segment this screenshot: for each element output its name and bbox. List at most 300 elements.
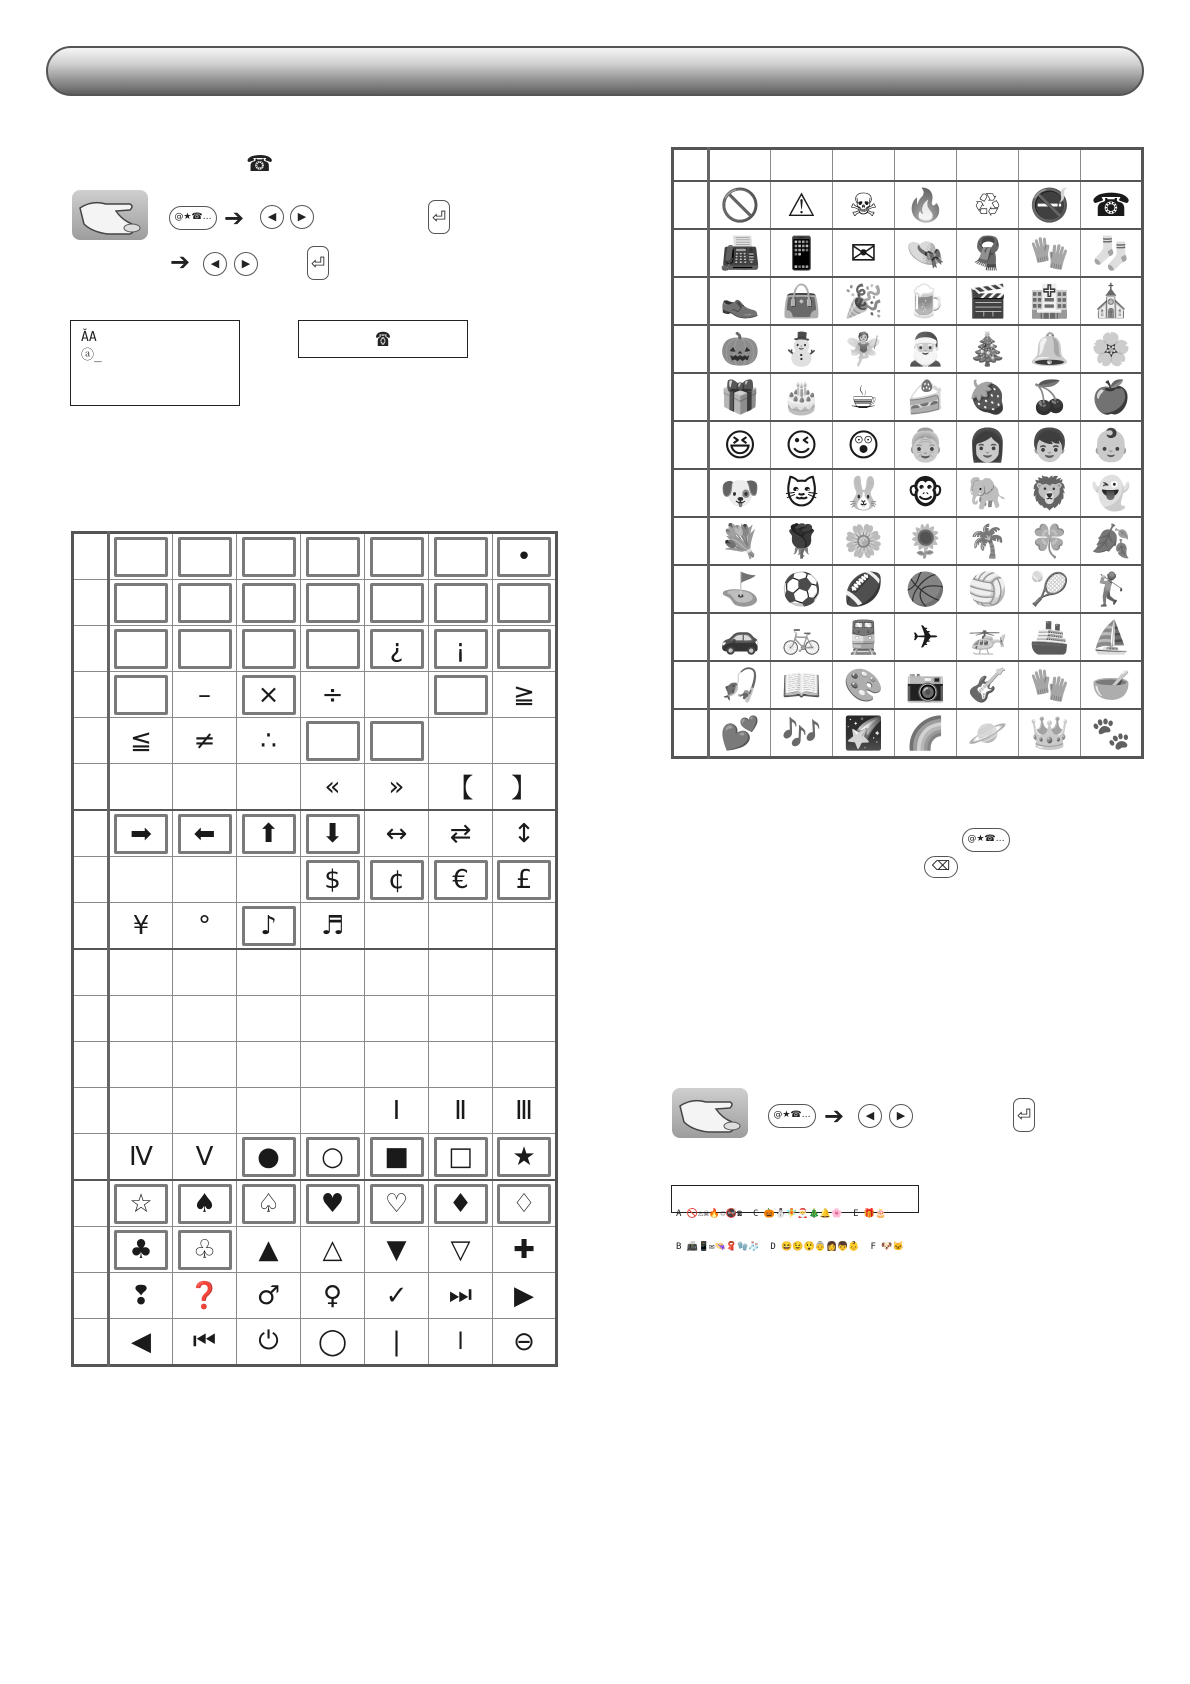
pictograph-icon: 🍒 (1029, 378, 1070, 416)
symbol-cell (365, 903, 429, 950)
pictograph-cell (1019, 421, 1081, 469)
pictograph-cell (895, 565, 957, 613)
pictograph-icon: 🏐 (967, 570, 1008, 608)
column-header (957, 149, 1019, 182)
symbol-cell (365, 1088, 429, 1134)
table-row (673, 517, 1143, 565)
symbol-cell (365, 626, 429, 672)
right-cursor-key[interactable]: ▶ (889, 1104, 913, 1128)
symbol-glyph: × (257, 679, 280, 710)
symbol-cell (237, 857, 301, 903)
symbol-cell (365, 1134, 429, 1181)
symbol-cell (109, 810, 173, 857)
symbol-cell (493, 1134, 557, 1181)
symbol-key[interactable]: @★☎… (768, 1104, 816, 1128)
pictograph-icon: 🚗 (720, 618, 760, 656)
symbol-box (370, 1184, 424, 1224)
row-header (73, 764, 109, 811)
symbol-cell (237, 1227, 301, 1273)
pictograph-icon: 🎶 (781, 714, 822, 752)
pictograph-icon: 🍓 (967, 378, 1008, 416)
table-row (73, 857, 557, 903)
symbol-box (306, 721, 360, 761)
lcd-line-2: ⓐ_ (81, 348, 102, 363)
history-line-2: B 📠📱✉👒🧣🧤🧦 D 😆😉😲👵👩👦👶 F 🐶🐱 (676, 1242, 904, 1252)
row-header (73, 1273, 109, 1319)
symbol-glyph: ♣ (129, 1234, 153, 1265)
table-row (673, 613, 1143, 661)
enter-key[interactable]: ⏎ (1013, 1098, 1035, 1132)
symbol-cell (301, 672, 365, 718)
pictograph-icon: 👶 (1091, 426, 1131, 464)
pictograph-cell (833, 325, 895, 373)
pictograph-cell (957, 661, 1019, 709)
row-header (73, 996, 109, 1042)
symbol-glyph: ▶ (514, 1280, 534, 1311)
pictograph-icon: 🎾 (1029, 570, 1070, 608)
table-row (73, 1180, 557, 1227)
symbol-box (306, 1137, 360, 1177)
symbol-glyph: ♢ (512, 1188, 536, 1219)
symbol-glyph: Ⅲ (515, 1095, 533, 1126)
pictograph-cell (833, 517, 895, 565)
pictograph-icon: 🌹 (781, 522, 822, 560)
symbol-glyph: – (198, 679, 211, 710)
symbol-cell (173, 1227, 237, 1273)
symbol-box (178, 1184, 232, 1224)
symbol-box (434, 860, 488, 900)
symbol-cell (173, 996, 237, 1042)
table-row (673, 325, 1143, 373)
symbol-glyph: Ⅴ (195, 1141, 214, 1172)
symbol-cell (237, 1319, 301, 1366)
symbol-cell (173, 1273, 237, 1319)
symbol-glyph: ♀ (322, 1280, 343, 1311)
symbol-glyph: ♬ (320, 910, 345, 941)
pictograph-icon: 🎸 (967, 666, 1008, 704)
symbol-cell (429, 996, 493, 1042)
arrow-right-icon: ➔ (224, 204, 245, 232)
pictograph-cell (895, 181, 957, 229)
symbol-glyph: ♦ (448, 1188, 473, 1219)
pictograph-cell (1081, 517, 1143, 565)
pictograph-cell (957, 469, 1019, 517)
row-header (673, 325, 709, 373)
pictograph-icon: 🪐 (967, 714, 1008, 752)
right-cursor-key[interactable]: ▶ (290, 205, 314, 229)
pictograph-cell (833, 373, 895, 421)
symbol-glyph: ≦ (130, 725, 152, 756)
table-row (673, 373, 1143, 421)
symbol-box (114, 583, 168, 623)
pictograph-icon: 🐵 (907, 474, 944, 512)
symbol-box (370, 583, 424, 623)
row-header (673, 565, 709, 613)
pictograph-icon: ♲ (973, 186, 1002, 224)
enter-key[interactable]: ⏎ (428, 200, 450, 234)
pictograph-icon: 🏈 (843, 570, 884, 608)
symbol-cell (429, 626, 493, 672)
pictograph-icon: 👩 (967, 426, 1008, 464)
pictograph-cell (957, 181, 1019, 229)
table-row (73, 718, 557, 764)
symbol-glyph: ¿ (389, 633, 404, 664)
symbol-glyph: • (516, 541, 532, 572)
pictograph-cell (1019, 661, 1081, 709)
pictograph-icon: 🧤 (1029, 666, 1070, 704)
pictograph-cell (709, 709, 771, 758)
pictograph-icon: 🐰 (843, 474, 884, 512)
pictograph-cell (1081, 421, 1143, 469)
press-key-hand-icon (72, 190, 148, 240)
symbol-glyph: ★ (512, 1141, 536, 1172)
pictograph-cell (1019, 613, 1081, 661)
row-header (73, 1134, 109, 1181)
pictograph-cell (1019, 709, 1081, 758)
symbol-box (306, 537, 360, 577)
symbol-cell (173, 903, 237, 950)
pictograph-cell (709, 613, 771, 661)
row-header (73, 1319, 109, 1366)
symbol-cell (429, 1227, 493, 1273)
table-row (73, 1319, 557, 1366)
pictograph-cell (895, 421, 957, 469)
symbol-cell (493, 1273, 557, 1319)
column-header (1019, 149, 1081, 182)
table-row (673, 565, 1143, 613)
pictograph-cell (957, 229, 1019, 277)
symbol-glyph: » (388, 771, 405, 802)
symbol-glyph: 【 (447, 774, 474, 804)
symbol-glyph: $ (324, 864, 341, 895)
row-header (673, 613, 709, 661)
pictograph-icon: 🚁 (967, 618, 1008, 656)
pictograph-icon: ✈ (912, 618, 939, 656)
pictograph-icon: 🦁 (1029, 474, 1070, 512)
pictograph-icon: 👦 (1029, 426, 1070, 464)
row-header (673, 373, 709, 421)
symbol-glyph: ⏭ (448, 1280, 473, 1310)
symbol-cell (493, 718, 557, 764)
row-header (73, 580, 109, 626)
pictograph-cell (957, 613, 1019, 661)
pictograph-cell (771, 229, 833, 277)
symbol-box (434, 583, 488, 623)
symbol-cell (493, 626, 557, 672)
symbol-box (242, 583, 296, 623)
symbol-cell (365, 764, 429, 811)
pictograph-icon: 🎂 (781, 378, 822, 416)
row-header (673, 421, 709, 469)
pictograph-icon: ⛄ (781, 330, 822, 368)
table-row (73, 1134, 557, 1181)
symbol-glyph: ⏽ (450, 1326, 471, 1356)
symbol-cell (301, 903, 365, 950)
pictograph-icon: 🍺 (905, 282, 946, 320)
symbol-key[interactable]: @★☎… (962, 828, 1010, 852)
symbol-cell (429, 857, 493, 903)
lcd-line-1: ǍA (81, 330, 97, 345)
symbol-cell (301, 718, 365, 764)
symbol-cell (301, 1319, 365, 1366)
symbol-glyph: □ (448, 1141, 473, 1172)
pictograph-icon: 🎄 (967, 330, 1008, 368)
pictograph-cell (895, 325, 957, 373)
symbol-glyph: 】 (510, 774, 537, 804)
pictograph-cell (771, 373, 833, 421)
symbol-cell (429, 949, 493, 996)
symbol-cell (429, 718, 493, 764)
column-header (1081, 149, 1143, 182)
symbol-cell (429, 580, 493, 626)
press-key-hand-icon (672, 1088, 748, 1138)
table-row (73, 626, 557, 672)
pictograph-cell (1019, 517, 1081, 565)
symbol-cell (173, 1134, 237, 1181)
symbol-glyph: ▲ (258, 1234, 279, 1265)
pictograph-icon: 📱 (781, 234, 822, 272)
symbol-cell (109, 626, 173, 672)
pictograph-icon: 🧣 (967, 234, 1008, 272)
symbol-box (434, 1137, 488, 1177)
column-header (895, 149, 957, 182)
section-header-bar (46, 46, 1144, 96)
symbol-box (306, 583, 360, 623)
row-header (73, 672, 109, 718)
row-header (73, 1227, 109, 1273)
symbol-box (178, 629, 232, 669)
symbol-cell (493, 857, 557, 903)
symbol-box (242, 906, 296, 946)
pictograph-icon: ⚽ (781, 570, 822, 608)
symbol-cell (365, 718, 429, 764)
symbol-cell (493, 903, 557, 950)
table-row (673, 229, 1143, 277)
symbol-glyph: ☆ (129, 1188, 153, 1219)
symbol-glyph: Ⅳ (129, 1141, 153, 1172)
pictograph-icon: 🎉 (843, 282, 884, 320)
symbol-cell (365, 810, 429, 857)
symbol-cell (173, 718, 237, 764)
symbol-cell (429, 810, 493, 857)
table-row (73, 672, 557, 718)
left-cursor-key[interactable]: ◀ (260, 205, 284, 229)
symbol-cell (109, 1042, 173, 1088)
row-header (73, 1042, 109, 1088)
symbol-cell (237, 672, 301, 718)
symbol-cell (109, 533, 173, 580)
pictograph-icon: ⛳ (720, 570, 760, 608)
symbol-cell (493, 1227, 557, 1273)
symbol-cell (237, 718, 301, 764)
pictograph-icon: 🐱 (784, 474, 819, 512)
left-cursor-key[interactable]: ◀ (203, 252, 227, 276)
pictograph-cell (833, 229, 895, 277)
symbol-box (178, 537, 232, 577)
symbol-box (114, 814, 168, 854)
symbol-cell (301, 1180, 365, 1227)
row-header (673, 661, 709, 709)
pictograph-icon: 🎅 (905, 330, 946, 368)
pictograph-icon: ⛵ (1091, 618, 1131, 656)
pictograph-icon: 🎣 (720, 666, 760, 704)
symbol-cell (237, 580, 301, 626)
pictograph-cell (833, 565, 895, 613)
symbol-glyph: ∴ (260, 725, 277, 756)
symbol-cell (301, 626, 365, 672)
pictograph-icon: ☠ (849, 186, 878, 224)
symbol-cell (301, 533, 365, 580)
symbol-cell (493, 1319, 557, 1366)
symbol-cell (429, 1273, 493, 1319)
symbol-glyph: ♪ (260, 910, 277, 941)
pictograph-icon: 🔥 (905, 186, 946, 224)
pictograph-cell (1081, 709, 1143, 758)
pictograph-cell (709, 373, 771, 421)
table-row (73, 580, 557, 626)
pictograph-cell (895, 517, 957, 565)
table-row (73, 1227, 557, 1273)
pictograph-icon: 🧤 (1029, 234, 1070, 272)
arrow-right-icon: ➔ (170, 248, 191, 276)
symbol-cell (429, 1134, 493, 1181)
symbol-box (306, 1184, 360, 1224)
pictograph-icon: 🎃 (720, 330, 760, 368)
symbol-cell (493, 810, 557, 857)
pictograph-cell (1081, 373, 1143, 421)
pictograph-icon: 🌠 (843, 714, 884, 752)
pictograph-icon: 🚲 (781, 618, 822, 656)
symbol-glyph: Ⅱ (454, 1095, 467, 1126)
symbol-cell (173, 672, 237, 718)
symbol-cell (301, 810, 365, 857)
symbol-glyph: ♥ (320, 1188, 345, 1219)
symbol-glyph: ¢ (388, 864, 405, 895)
symbol-glyph: ≧ (513, 679, 535, 710)
table-row (673, 709, 1143, 758)
pictograph-cell (957, 709, 1019, 758)
symbol-key[interactable]: @★☎… (169, 206, 217, 230)
symbol-box (370, 537, 424, 577)
symbol-box (434, 675, 488, 715)
symbol-glyph: ♤ (256, 1188, 281, 1219)
enter-key[interactable]: ⏎ (307, 246, 329, 280)
symbol-cell (173, 949, 237, 996)
symbol-glyph: ◀ (131, 1326, 151, 1357)
pictograph-cell (1081, 469, 1143, 517)
table-row (673, 277, 1143, 325)
symbol-cell (109, 1180, 173, 1227)
left-cursor-key[interactable]: ◀ (858, 1104, 882, 1128)
symbol-cell (301, 1088, 365, 1134)
symbol-cell (173, 1088, 237, 1134)
column-header (709, 149, 771, 182)
pictograph-cell (833, 421, 895, 469)
symbol-glyph: « (324, 771, 341, 802)
pictograph-cell (833, 277, 895, 325)
table-row (73, 764, 557, 811)
row-header (673, 709, 709, 758)
symbol-cell (429, 1042, 493, 1088)
pictograph-cell (1081, 325, 1143, 373)
pictograph-icon: 😲 (846, 426, 881, 464)
symbol-box (434, 537, 488, 577)
pictograph-cell (709, 517, 771, 565)
symbol-cell (429, 903, 493, 950)
table-row (73, 903, 557, 950)
pictograph-icon: 🚭 (1029, 186, 1070, 224)
symbol-cell (493, 1180, 557, 1227)
symbol-cell (365, 949, 429, 996)
symbol-box (370, 1137, 424, 1177)
pictograph-cell (709, 181, 771, 229)
symbol-cell (301, 1134, 365, 1181)
symbol-box (497, 629, 551, 669)
symbol-box (370, 629, 424, 669)
symbol-box (497, 1137, 551, 1177)
symbol-box (370, 860, 424, 900)
table-row (73, 1088, 557, 1134)
pictograph-cell (957, 277, 1019, 325)
pictograph-icon: 🏥 (1029, 282, 1070, 320)
symbol-cell (365, 996, 429, 1042)
symbol-cell (109, 718, 173, 764)
pictograph-icon: ✉ (850, 234, 877, 272)
pictograph-icon: 👑 (1029, 714, 1070, 752)
symbol-cell (493, 764, 557, 811)
pictograph-cell (709, 229, 771, 277)
symbol-box (434, 1184, 488, 1224)
pictograph-icon: 🌼 (843, 522, 884, 560)
row-header (73, 626, 109, 672)
pictograph-cell (957, 421, 1019, 469)
pictograph-cell (771, 517, 833, 565)
pictograph-symbols-table (671, 147, 1144, 759)
pictograph-icon: ☎ (1091, 186, 1131, 224)
pictograph-icon: ⛪ (1091, 282, 1131, 320)
symbol-glyph: Ⅰ (392, 1095, 401, 1126)
pictograph-cell (1081, 613, 1143, 661)
table-row (73, 949, 557, 996)
symbol-cell (237, 810, 301, 857)
backspace-key[interactable]: ⌫ (924, 856, 958, 878)
symbol-cell (109, 949, 173, 996)
symbol-glyph: ✚ (513, 1234, 535, 1265)
symbol-glyph: ▼ (386, 1234, 407, 1265)
table-row (673, 421, 1143, 469)
pictograph-icon: 🌈 (905, 714, 946, 752)
symbol-cell (365, 1042, 429, 1088)
symbol-cell (365, 1273, 429, 1319)
history-line-1: A 🚫⚠☠🔥♲🚭☎ C 🎃⛄🧚🎅🎄🔔🌸 E 🎁🎂 (676, 1209, 887, 1219)
symbol-glyph: ➡ (130, 818, 152, 849)
symbol-cell (109, 1134, 173, 1181)
symbol-box (306, 814, 360, 854)
symbol-cell (365, 672, 429, 718)
pictograph-icon: 🥣 (1091, 666, 1131, 704)
symbol-box (434, 629, 488, 669)
symbol-glyph: ⇄ (449, 818, 472, 849)
right-cursor-key[interactable]: ▶ (234, 252, 258, 276)
symbol-glyph: ♧ (192, 1234, 217, 1265)
pictograph-icon: 🌻 (905, 522, 946, 560)
pictograph-icon: 🔔 (1029, 330, 1070, 368)
pictograph-cell (709, 277, 771, 325)
symbol-cell (301, 1227, 365, 1273)
pictograph-cell (1019, 373, 1081, 421)
symbol-cell (365, 857, 429, 903)
symbol-box (114, 1230, 168, 1270)
